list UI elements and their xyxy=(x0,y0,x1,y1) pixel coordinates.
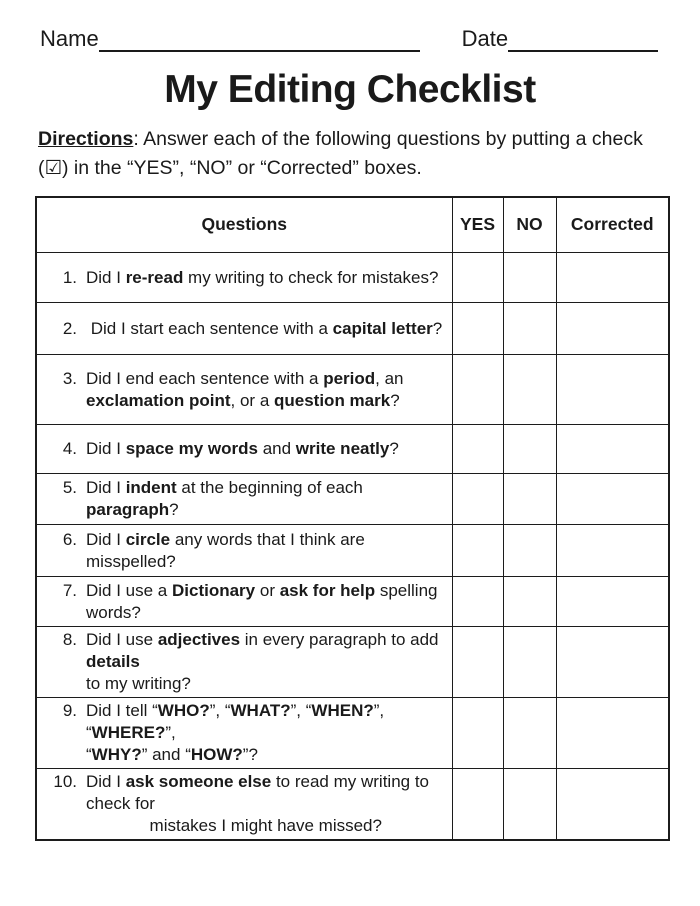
corrected-answer-cell[interactable] xyxy=(556,698,669,769)
question-cell xyxy=(36,627,452,698)
corrected-answer-cell[interactable] xyxy=(556,769,669,841)
question-cell xyxy=(36,525,452,577)
question-number: 9. xyxy=(62,701,77,721)
question-text: Did I space my words and write neatly? xyxy=(86,439,399,459)
corrected-answer-cell[interactable] xyxy=(556,474,669,525)
yes-answer-cell[interactable] xyxy=(452,525,503,577)
yes-answer-cell[interactable] xyxy=(452,769,503,841)
no-answer-cell[interactable] xyxy=(503,253,556,303)
yes-answer-cell[interactable] xyxy=(452,253,503,303)
no-answer-cell[interactable] xyxy=(503,577,556,627)
yes-answer-cell[interactable] xyxy=(452,425,503,474)
directions-label: Directions xyxy=(38,128,134,150)
question-row xyxy=(36,425,669,474)
corrected-answer-cell[interactable] xyxy=(556,525,669,577)
no-answer-cell[interactable] xyxy=(503,355,556,425)
question-row xyxy=(36,698,669,769)
question-row xyxy=(36,303,669,355)
question-number: 2. xyxy=(62,318,77,338)
date-label: Date xyxy=(461,26,509,51)
question-number: 4. xyxy=(62,439,77,459)
yes-answer-cell[interactable] xyxy=(452,474,503,525)
name-line[interactable] xyxy=(99,28,421,52)
yes-answer-cell[interactable] xyxy=(452,303,503,355)
question-text: Did I re-read my writing to check for mistakes? xyxy=(86,267,439,287)
question-text: Did I tell “WHO?”, “WHAT?”, “WHEN?”, “WHERE?”, “WHY?” and “HOW?”? xyxy=(86,701,385,765)
question-row xyxy=(36,253,669,303)
question-number: 10. xyxy=(53,772,77,792)
question-cell xyxy=(36,474,452,525)
question-text: Did I start each sentence with a capital letter? xyxy=(86,318,443,338)
date-line[interactable] xyxy=(508,28,658,52)
corrected-answer-cell[interactable] xyxy=(556,627,669,698)
question-text: Did I ask someone else to read my writing to check for mistakes I might have missed? xyxy=(86,772,429,836)
question-row xyxy=(36,525,669,577)
no-answer-cell[interactable] xyxy=(503,474,556,525)
checked-checkbox-icon: ☑ xyxy=(44,156,62,179)
corrected-answer-cell[interactable] xyxy=(556,303,669,355)
corrected-answer-cell[interactable] xyxy=(556,253,669,303)
question-row xyxy=(36,355,669,425)
question-text: Did I use adjectives in every paragraph to add details to my writing? xyxy=(86,630,439,694)
yes-answer-cell[interactable] xyxy=(452,577,503,627)
page-title: My Editing Checklist xyxy=(164,68,536,111)
yes-answer-cell[interactable] xyxy=(452,698,503,769)
no-answer-cell[interactable] xyxy=(503,698,556,769)
question-cell xyxy=(36,355,452,425)
corrected-answer-cell[interactable] xyxy=(556,355,669,425)
question-cell xyxy=(36,769,452,841)
checklist-table xyxy=(35,196,670,842)
question-text: Did I indent at the beginning of each paragraph? xyxy=(86,478,363,520)
question-row xyxy=(36,474,669,525)
question-number: 1. xyxy=(62,267,77,287)
no-answer-cell[interactable] xyxy=(503,525,556,577)
header-yes: YES xyxy=(452,197,503,253)
directions-text-before: : Answer each of the following questions by putting a check ( xyxy=(38,128,643,179)
yes-answer-cell[interactable] xyxy=(452,355,503,425)
table-body xyxy=(36,253,669,841)
question-text: Did I end each sentence with a period, an exclamation point, or a question mark? xyxy=(86,368,404,410)
question-number: 5. xyxy=(62,478,77,498)
corrected-answer-cell[interactable] xyxy=(556,577,669,627)
corrected-answer-cell[interactable] xyxy=(556,425,669,474)
no-answer-cell[interactable] xyxy=(503,627,556,698)
question-cell xyxy=(36,425,452,474)
question-row xyxy=(36,627,669,698)
question-cell xyxy=(36,698,452,769)
directions xyxy=(38,125,666,183)
name-date-row xyxy=(40,26,658,52)
question-row xyxy=(36,769,669,841)
question-text: Did I circle any words that I think are misspelled? xyxy=(86,529,365,571)
directions-text-after: ) in the “YES”, “NO” or “Corrected” boxes. xyxy=(61,156,422,179)
question-cell xyxy=(36,303,452,355)
no-answer-cell[interactable] xyxy=(503,303,556,355)
question-number: 3. xyxy=(62,368,77,388)
table-header-row xyxy=(36,197,669,253)
question-number: 6. xyxy=(62,529,77,549)
question-number: 8. xyxy=(62,630,77,650)
question-number: 7. xyxy=(62,580,77,600)
header-questions: Questions xyxy=(36,197,452,253)
header-corrected: Corrected xyxy=(556,197,669,253)
question-cell xyxy=(36,253,452,303)
question-text: Did I use a Dictionary or ask for help spelling words? xyxy=(86,580,438,622)
yes-answer-cell[interactable] xyxy=(452,627,503,698)
name-label: Name xyxy=(40,26,99,51)
no-answer-cell[interactable] xyxy=(503,769,556,841)
question-row xyxy=(36,577,669,627)
header-no: NO xyxy=(503,197,556,253)
question-cell xyxy=(36,577,452,627)
no-answer-cell[interactable] xyxy=(503,425,556,474)
